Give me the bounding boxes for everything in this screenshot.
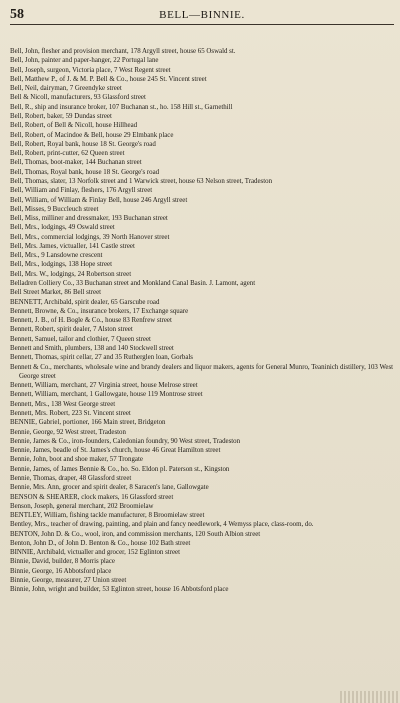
directory-entry: Bennett and Smith, plumbers, 138 and 140 Stockwell street: [10, 345, 174, 352]
running-title: BELL—BINNIE.: [159, 9, 245, 21]
directory-entries: [10, 47, 394, 595]
directory-entry: Bennett, J. B., of H. Bogle & Co., house 83 Renfrew street: [10, 317, 172, 325]
directory-entry: Bell, Joseph, surgeon, Victoria place, 7 West Regent street: [10, 66, 171, 74]
directory-entry: Binnie, George, measurer, 27 Union street: [10, 577, 127, 585]
directory-entry: Binnie, David, builder, 8 Morris place: [10, 558, 115, 566]
directory-entry: Bell, Mrs., 9 Lansdowne crescent: [10, 252, 103, 260]
directory-entry: Bell, Neil, dairyman, 7 Greendyke street: [10, 85, 122, 93]
directory-entry: BENTLEY, William, fishing tackle manufacturer, 8 Broomielaw street: [10, 512, 205, 520]
directory-entry: Bennett, Thomas, spirit cellar, 27 and 35 Rutherglen loan, Gorbals: [10, 354, 193, 362]
directory-entry: Bell & Nicoll, manufacturers, 93 Glassford street: [10, 94, 146, 102]
directory-entry: Bell, R., ship and insurance broker, 107 Buchanan st., ho. 158 Hill st., Garnethill: [10, 103, 233, 111]
directory-entry: Bennie, Mrs. Ann, grocer and spirit dealer, 8 Saracen's lane, Gallowgate: [10, 484, 209, 492]
directory-entry: Bennett, William, merchant, 27 Virginia street, house Melrose street: [10, 382, 198, 390]
directory-entry: BENNETT, Archibald, spirit dealer, 65 Garscube road: [10, 298, 160, 306]
directory-entry: BENTON, John D. & Co., wool, iron, and commission merchants, 120 South Albion street: [10, 530, 261, 538]
directory-entry: Bell, John, painter and paper-hanger, 22 Portugal lane: [10, 57, 159, 65]
directory-entry: Bell, William and Finlay, fleshers, 176 Argyll street: [10, 187, 153, 195]
directory-entry: Bell, Mrs. W., lodgings, 24 Robertson street: [10, 270, 132, 278]
directory-entry: Bell, Mrs., commercial lodgings, 39 North Hanover street: [10, 233, 170, 241]
page-number: 58: [10, 7, 24, 22]
directory-entry: Bell, Robert, print-cutter, 62 Queen street: [10, 150, 125, 158]
directory-entry: Binnie, John, wright and builder, 53 Eglinton street, house 16 Abbotsford place: [10, 586, 229, 594]
directory-entry: Bell, Mrs., lodgings, 138 Hope street: [10, 261, 113, 269]
directory-entry: Bennett, Samuel, tailor and clothier, 7 Queen street: [10, 335, 151, 343]
directory-entry: Bennie, John, boot and shoe maker, 57 Trongate: [10, 456, 143, 464]
directory-entry: Bell, Misses, 9 Buccleuch street: [10, 205, 99, 213]
directory-entry: Bell, William, of William & Finlay Bell, house 246 Argyll street: [10, 196, 188, 204]
directory-entry: Benson, Joseph, general merchant, 202 Broomielaw: [10, 502, 154, 510]
running-head: [10, 6, 394, 25]
directory-entry: Bell, Robert, of Bell & Nicoll, house Hillhead: [10, 122, 138, 130]
directory-entry: Bell, Robert, of Macindoe & Bell, house 29 Elmbank place: [10, 131, 174, 139]
directory-entry: Bennie, James & Co., iron-founders, Caledonian foundry, 90 West street, Tradeston: [10, 437, 241, 445]
directory-entry: Bell, Thomas, boot-maker, 144 Buchanan street: [10, 159, 142, 167]
directory-entry: Bennie, George, 92 West street, Tradeston: [10, 428, 126, 436]
directory-entry: Bell, Mrs., lodgings, 49 Oswald street: [10, 224, 115, 232]
directory-entry: Bell, Robert, baker, 59 Dundas street: [10, 112, 112, 120]
directory-entry: Bennett, Robert, spirit dealer, 7 Alston street: [10, 326, 133, 334]
directory-entry: Belladren Colliery Co., 33 Buchanan street and Monkland Canal Basin. J. Lamont, agent: [10, 280, 256, 288]
directory-entry: Bennie, James, of James Bennie & Co., ho. So. Eldon pl. Paterson st., Kingston: [10, 465, 230, 473]
directory-entry: Binnie, George, 16 Abbotsford place: [10, 567, 112, 575]
directory-entry: Bell, Robert, Royal bank, house 18 St. George's road: [10, 140, 156, 148]
directory-entry: BENSON & SHEARER, clock makers, 16 Glassford street: [10, 493, 174, 501]
directory-entry: BINNIE, Archibald, victualler and grocer, 152 Eglinton street: [10, 549, 181, 557]
directory-entry: Bennett, William, merchant, 1 Gallowgate, house 119 Montrose street: [10, 391, 203, 399]
directory-entry: Bentley, Mrs., teacher of drawing, painting, and plain and fancy needlework, 4 Wemyss place, class-room, do.: [10, 521, 314, 529]
directory-entry: Bennett, Mrs. Robert, 223 St. Vincent street: [10, 409, 131, 417]
directory-entry: Bennie, James, beadle of St. James's church, house 46 Great Hamilton street: [10, 447, 221, 455]
directory-entry: BENNIE, Gabriel, portioner, 166 Main street, Bridgeton: [10, 419, 166, 427]
directory-entry: Benton, John D., of John D. Benton & Co., house 102 Bath street: [10, 539, 191, 547]
directory-entry: Bell Street Market, 86 Bell street: [10, 289, 102, 297]
directory-entry: Bell, Matthew P., of J. & M. P. Bell & Co., house 245 St. Vincent street: [10, 75, 207, 83]
directory-entry: Bennett, Browne, & Co., insurance brokers, 17 Exchange square: [10, 307, 189, 315]
directory-entry: Bell, Thomas, Royal bank, house 18 St. George's road: [10, 168, 160, 176]
directory-entry: Bell, Miss, milliner and dressmaker, 193 Buchanan street: [10, 215, 168, 223]
directory-entry: Bennett & Co., merchants, wholesale wine and brandy dealers and liquor makers, agents for General Munro, Teaninich distillery, 103 West George street: [10, 363, 394, 380]
page-edge-texture: [340, 691, 400, 703]
directory-entry: Bell, Thomas, slater, 13 Norfolk street and 1 Warwick street, house 63 Nelson street, Tradeston: [10, 177, 273, 185]
directory-entry: Bennie, Thomas, draper, 48 Glassford street: [10, 474, 132, 482]
directory-entry: Bell, John, flesher and provision merchant, 178 Argyll street, house 65 Oswald st.: [10, 48, 236, 55]
directory-entry: Bennett, Mrs., 138 West George street: [10, 400, 116, 408]
directory-entry: Bell, Mrs. James, victualler, 141 Castle street: [10, 242, 135, 250]
